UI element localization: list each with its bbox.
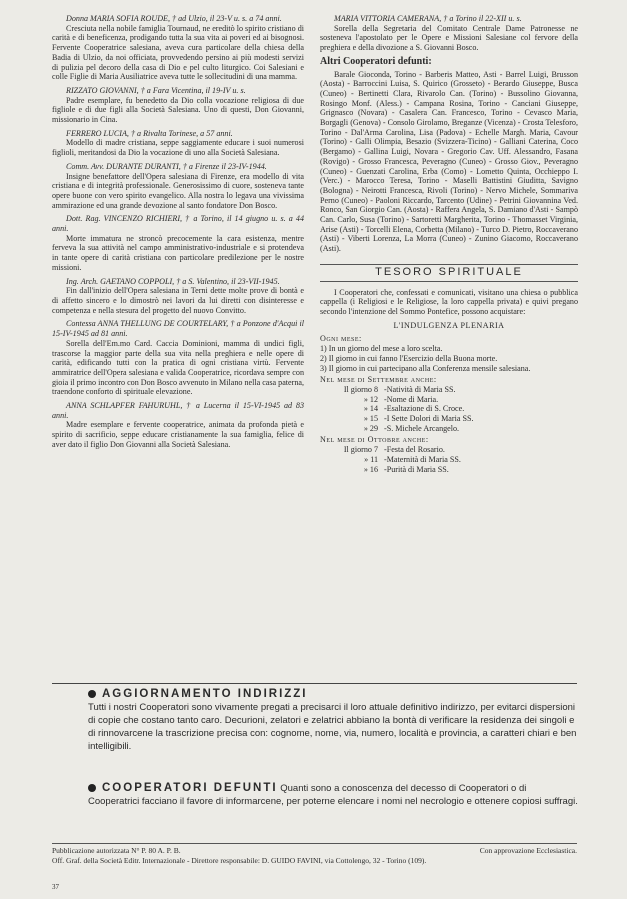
obituary-text: Insigne benefattore dell'Opera salesiana di Firenze, era modello di vita cristiana e di integrità professionale. Generosissimo di cuore, sosteneva tante opere buone con vero spirito evangelico. Alla nostra lo legava una vivissima ammirazione ed una grande devozione al santo fondatore Don Bosco.	[52, 171, 304, 210]
feast-name: Purità di Maria SS.	[386, 464, 449, 474]
obituary-entry	[52, 162, 304, 211]
notice-aggiornamento	[88, 688, 578, 753]
obituary-heading: Ing. Arch. GAETANO COPPOLI, † a S. Valentino, il 23-VII-1945.	[66, 276, 280, 286]
feast-day: » 14	[363, 404, 378, 414]
section-divider	[52, 683, 577, 684]
footer	[52, 846, 577, 866]
obituary-heading: Contessa ANNA THELLUNG DE COURTELARY, † a Ponzone d'Acqui il 15-IV-1945 ad 81 anni.	[52, 319, 304, 339]
feast-day: » 15	[363, 414, 378, 424]
feast-name: Nome di Maria.	[386, 394, 439, 404]
notice-title: AGGIORNAMENTO INDIRIZZI	[102, 688, 308, 700]
footer-divider	[52, 843, 577, 844]
right-column	[320, 14, 578, 474]
feast-name: Festa del Rosario.	[386, 445, 445, 455]
notice-title: COOPERATORI DEFUNTI	[102, 782, 278, 794]
obituary-heading: Donna MARIA SOFIA ROUDE, † ad Ulzio, il 23-V u. s. a 74 anni.	[66, 14, 282, 23]
obituary-entry	[52, 214, 304, 272]
notice-text: Tutti i nostri Cooperatori sono vivamente pregati a precisarci il loro attuale definitivo indirizzo, per evitarci dispersioni di copie che costano tanto caro. Decurioni, zelatori e zelatrici abbiano la bontà di verificare la residenza dei singoli e di rinnovarcene la trascrizione precisa con: cognome, nome, via, numero, località e provincia, a caratteri chiari e ben intelligibili.	[88, 702, 577, 752]
obituary-heading: FERRERO LUCIA, † a Rivalta Torinese, a 57 anni.	[66, 128, 233, 138]
feast-day: Il giorno 8	[343, 384, 378, 394]
feast-item: » 15 - I Sette Dolori di Maria SS.	[320, 414, 578, 424]
feast-item: » 11 - Maternità di Maria SS.	[320, 455, 578, 465]
bullet-icon	[88, 690, 96, 698]
obituary-entry	[52, 401, 304, 450]
obituary-heading: Dott. Rag. VINCENZO RICHIERI, † a Torino, il 14 giugno u. s. a 44 anni.	[52, 214, 304, 234]
feast-day: » 12	[363, 394, 378, 404]
feast-name: Natività di Maria SS.	[386, 384, 456, 394]
obituary-text: Sorella della Segretaria del Comitato Centrale Dame Patronesse ne sosteneva l'apostolato per le Opere e Missioni Salesiane col fervore della preghiera e della divozione a S. Giovanni Bosco.	[320, 23, 578, 53]
feast-name: Maternità di Maria SS.	[386, 454, 461, 464]
feast-item: » 16 - Purità di Maria SS.	[320, 465, 578, 475]
feast-name: I Sette Dolori di Maria SS.	[386, 414, 474, 424]
footer-approval: Con approvazione Ecclesiastica.	[479, 846, 577, 855]
obituary-text: Cresciuta nella nobile famiglia Tournaud, ne ereditò lo spirito cristiano di carità e di beneficenza, prodigando tutta la sua vita ai poveri ed ai bisognosi. Fervente Cooperatrice salesiana, aveva cura particolare della chiesa della Badia di Ulzio, da noi officiata, provvedendo persino ai più modesti servizi di pulizia pel decoro della casa di Dio e pel culto liturgico. Coi Salesiani e colle Figlie di Maria Ausiliatrice aveva tutte le sollecitudini di una mamma.	[52, 23, 304, 82]
obituary-text: Sorella dell'Em.mo Card. Caccia Dominioni, mamma di undici figli, trascorse la maggior parte della sua vita nella preghiera e nelle opere di carità, edificando tutti con la pratica di ogni cristiana virtù. Fervente ammiratrice dell'Opera salesiana e valida Cooperatrice, ricordava sempre con gioia il primo incontro con Don Bosco avvenuto in Milano nella casa paterna, traendone conforto di spirituale elevazione.	[52, 338, 304, 397]
list-item: 3) Il giorno in cui partecipano alla Conferenza mensile salesiana.	[320, 363, 531, 373]
obituary-entry	[52, 14, 304, 82]
bullet-icon	[88, 784, 96, 792]
feast-item: » 29 - S. Michele Arcangelo.	[320, 424, 578, 434]
footer-publisher: Off. Graf. della Società Editr. Internazionale - Direttore responsabile: D. GUIDO FAVINI, via Cottolengo, 32 - Torino (109).	[52, 856, 427, 865]
feast-name: S. Michele Arcangelo.	[386, 423, 460, 433]
settembre-list	[320, 385, 578, 434]
obituary-text: Modello di madre cristiana, seppe saggiamente educare i suoi numerosi figlioli, meritandosi da Dio la vocazione di uno alla Società Salesiana.	[52, 138, 304, 158]
feast-item: » 12 - Nome di Maria.	[320, 395, 578, 405]
altri-cooperatori-list: Barale Gioconda, Torino - Barberis Matteo, Asti - Barrel Luigi, Brusson (Aosta) - Barroccini Luisa, S. Quirico (Grosseto) - Berardo Giuseppe, Busca (Cuneo) - Bertinetti Clara, Rivarolo Can. (Torino) - Bussolino Giovanna, Rosingo Monf. (Aless.) - Campana Rosina, Torino - Canciani Giuseppe, Grignasco (Novara) - Casalera Can. Francesco, Torino - Cevasco Maria, Borgagli (Genova) - Consolo Girolamo, Breganze (Vicenza) - Crosta Telesforo, Torino - Dal'Arma Carolina, Lisa (Padova) - Echelle Margh. Maria, Cavour (Torino) - Galli Olimpia, Besazio (Svizzera-Ticino) - Galliani Caterina, Coco (Bergamo) - Gallina Luigi, Novara - Gregorio Cav. Uff. Alessandro, Fasana (Rovigo) - Grosso Francesca, Peveragno (Cuneo) - Grosso Giov., Peveragno (Cuneo) - Guenzati Carolina, Erba (Como) - Lometto Quinta, Occhieppo I. (Verc.) - Marocco Teresa, Torino - Maselli Battistini Giuditta, Savigno (Bologna) - Neirotti Francesca, Rivoli (Torino) - Nervo Michele, Sommariva Perno (Cuneo) - Paoloni Riccardo, Tarcento (Udine) - Petrini Giovannina Ved. Ronco, San Giorgio Can. (Aosta) - Raffera Angela, S. Damiano d'Asti - Sampò Can. Carlo, Susa (Torino) - Sartoretti Margherita, Torino - Thomasset Virginia, Arise (Asti) - Torcelli Elena, Corbetta (Milano) - Turco D. Pietro, Roccaverano (Asti) - Viberti Lorenza, La Morra (Cuneo) - Zunino Giacomo, Roccaverano (Asti).	[320, 69, 578, 254]
obituary-heading: ANNA SCHLAPFER FAHURUHL, † a Lucerna il 15-VI-1945 ad 83 anni.	[52, 401, 304, 420]
tesoro-intro: I Cooperatori che, confessati e comunicati, visitano una chiesa o pubblica cappella (i Religiosi e le Religiose, la loro cappella privata) e quivi pregano secondo l'intenzione del Sommo Pontefice, possono acquistare:	[320, 287, 578, 316]
tesoro-spirituale-heading: TESORO SPIRITUALE	[320, 264, 578, 282]
ogni-mese-label: Ogni mese:	[320, 334, 362, 344]
obituary-entry	[52, 129, 304, 158]
feast-day: Il giorno 7	[343, 445, 378, 455]
obituary-heading: MARIA VITTORIA CAMERANA, † a Torino il 22-XII u. s.	[334, 14, 522, 23]
obituary-entry	[52, 277, 304, 316]
obituary-entry	[52, 319, 304, 397]
list-item: 2) Il giorno in cui fanno l'Esercizio della Buona morte.	[320, 353, 498, 363]
feast-day: » 29	[363, 423, 378, 433]
obituary-text: Madre esemplare e fervente cooperatrice, animata da profonda pietà e spirito di sacrificio, seppe educare cristianamente la sua famiglia, felice di aver dato il figlio Don Giovanni alla Società Salesiana.	[52, 420, 304, 449]
notice-text: Quanti sono a conoscenza del decesso di Cooperatori o di Cooperatrici facciano il favore di informarcene, per poterne elencare i nomi nel necrologio e ottenere copiosi suffragi.	[88, 783, 578, 807]
obituary-entry	[52, 86, 304, 125]
obituary-entry	[320, 14, 578, 53]
ogni-mese-list	[320, 344, 578, 373]
ottobre-list	[320, 445, 578, 474]
indulgenza-heading: L'INDULGENZA PLENARIA	[393, 320, 505, 330]
obituary-text: Padre esemplare, fu benedetto da Dio colla vocazione religiosa di due figliole e di due figli alla Società Salesiana. Uno di questi, Don Giovanni, missionario in Cina.	[52, 95, 304, 125]
notice-cooperatori-defunti	[88, 782, 578, 808]
obituary-heading: RIZZATO GIOVANNI, † a Fara Vicentina, il 19-IV u. s.	[66, 85, 246, 95]
left-column	[52, 14, 304, 454]
feast-day: » 11	[364, 454, 378, 464]
ottobre-label: Nel mese di Ottobre anche:	[320, 435, 429, 445]
feast-item: » 14 - Esaltazione di S. Croce.	[320, 404, 578, 414]
feast-day: » 16	[363, 464, 378, 474]
list-item: 1) In un giorno del mese a loro scelta.	[320, 344, 443, 354]
altri-cooperatori-heading: Altri Cooperatori defunti:	[320, 55, 432, 67]
obituary-text: Fin dall'inizio dell'Opera salesiana in Terni dette molte prove di bontà e di affetto sincero e lo dimostrò nei lavori da lui diretti con disinteresse e competenza e nella stesura del progetto del nuovo Convitto.	[52, 286, 304, 315]
feast-name: Esaltazione di S. Croce.	[386, 404, 465, 414]
obituary-text: Morte immatura ne stroncò precocemente la cara esistenza, mentre ferveva la sua attività nel campo amministrativo-industriale e si protendeva in tante opere di carità cristiana con particolare predilezione per le nostre missioni.	[52, 233, 304, 272]
footer-authorization: Pubblicazione autorizzata N° P. 80 A. P. B.	[52, 846, 181, 855]
page-number: 37	[52, 883, 59, 891]
feast-item: Il giorno 7 - Festa del Rosario.	[320, 445, 578, 455]
obituary-heading: Comm. Avv. DURANTE DURANTI, † a Firenze il 23-IV-1944.	[66, 161, 267, 171]
settembre-label: Nel mese di Settembre anche:	[320, 375, 437, 385]
feast-item: Il giorno 8 - Natività di Maria SS.	[320, 385, 578, 395]
